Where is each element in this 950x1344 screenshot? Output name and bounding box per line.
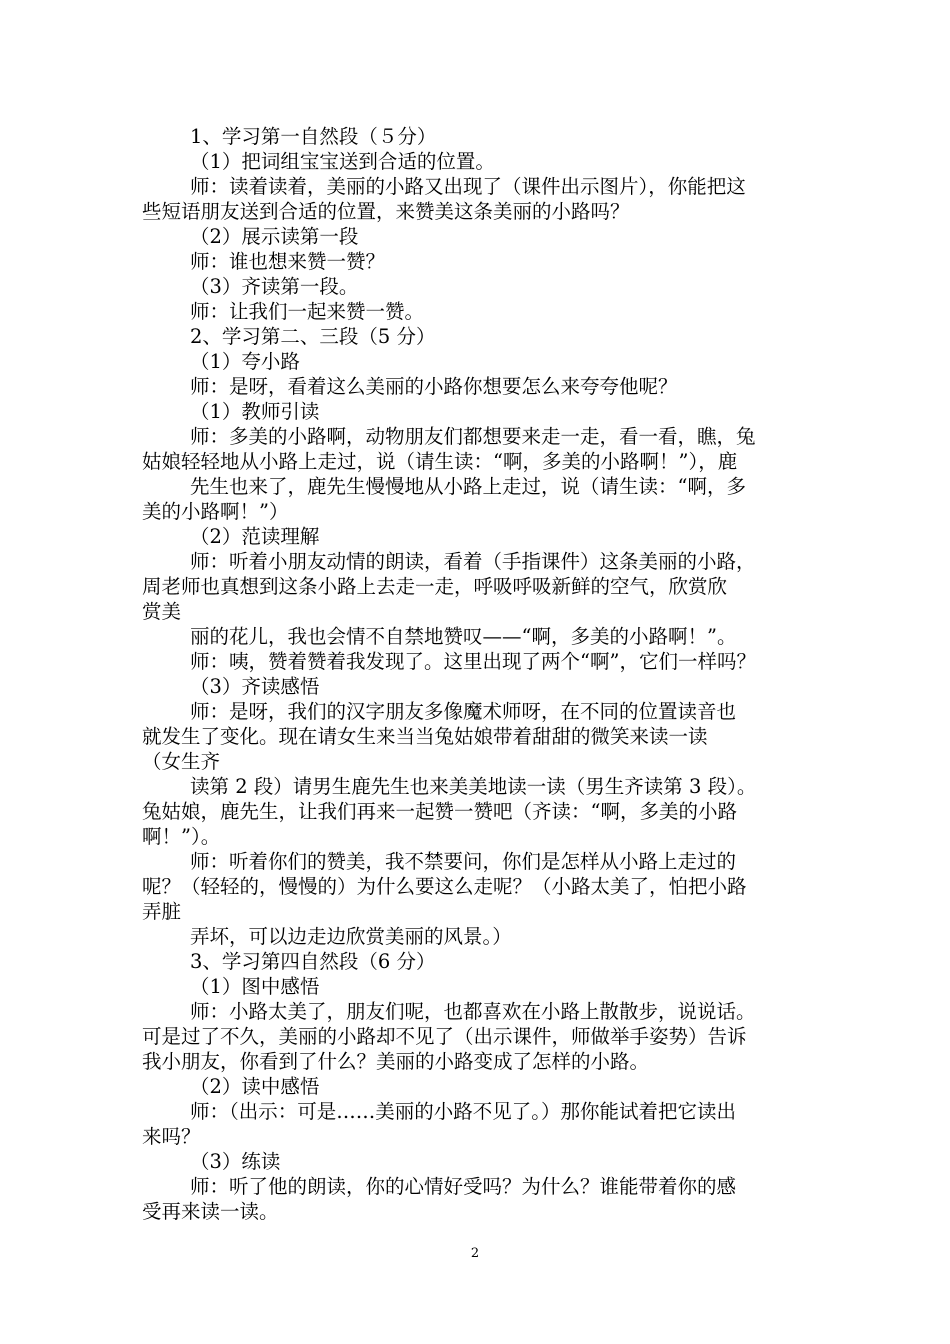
text-line: 师：多美的小路啊，动物朋友们都想要来走一走，看一看，瞧，兔	[190, 425, 756, 448]
text-line: （1）把词组宝宝送到合适的位置。	[190, 150, 495, 173]
text-line: 些短语朋友送到合适的位置，来赞美这条美丽的小路吗？	[142, 200, 630, 223]
text-line: 师：是呀，我们的汉字朋友多像魔术师呀，在不同的位置读音也	[190, 700, 737, 723]
text-line: （3）练读	[190, 1150, 281, 1173]
section-heading-3: 3、学习第四自然段（6 分）	[190, 950, 436, 973]
text-line: 师：（出示：可是……美丽的小路不见了。）那你能试着把它读出	[190, 1100, 737, 1123]
text-line: 师：听着小朋友动情的朗读，看着（手指课件）这条美丽的小路，	[190, 550, 756, 573]
text-line: 啊！”）。	[142, 825, 221, 848]
text-line: 弄脏	[142, 900, 182, 923]
text-line: 读第 2 段）请男生鹿先生也来美美地读一读（男生齐读第 3 段）。	[190, 775, 757, 798]
text-line: 呢？（轻轻的，慢慢的）为什么要这么走呢？（小路太美了，怕把小路	[142, 875, 747, 898]
text-line: 先生也来了，鹿先生慢慢地从小路上走过，说（请生读：“啊，多	[190, 475, 746, 498]
text-line: 师：谁也想来赞一赞？	[190, 250, 386, 273]
page-number: 2	[470, 1246, 480, 1261]
text-line: 可是过了不久，美丽的小路却不见了（出示课件，师做举手姿势）告诉	[142, 1025, 747, 1048]
text-line: （女生齐	[142, 750, 221, 773]
text-line: 师：听着你们的赞美，我不禁要问，你们是怎样从小路上走过的	[190, 850, 737, 873]
section-heading-1: 1、学习第一自然段（５分）	[190, 125, 437, 148]
text-line: 我小朋友，你看到了什么？美丽的小路变成了怎样的小路。	[142, 1050, 650, 1073]
text-line: 受再来读一读。	[142, 1200, 279, 1223]
text-line: 师：读着读着，美丽的小路又出现了（课件出示图片），你能把这	[190, 175, 746, 198]
text-line: 来吗？	[142, 1125, 201, 1148]
text-line: 就发生了变化。现在请女生来当当兔姑娘带着甜甜的微笑来读一读	[142, 725, 708, 748]
text-line: 赏美	[142, 600, 182, 623]
text-line: 丽的花儿，我也会情不自禁地赞叹——“啊，多美的小路啊！”。	[190, 625, 737, 648]
text-line: 师：咦，赞着赞着我发现了。这里出现了两个“啊”，它们一样吗？	[190, 650, 756, 673]
section-heading-2: 2、学习第二、三段（5 分）	[190, 325, 436, 348]
text-line: 师：让我们一起来赞一赞。	[190, 300, 425, 323]
text-line: 弄坏，可以边走边欣赏美丽的风景。）	[190, 925, 512, 948]
text-line: 兔姑娘，鹿先生，让我们再来一起赞一赞吧（齐读：“啊，多美的小路	[142, 800, 737, 823]
text-line: （2）范读理解	[190, 525, 320, 548]
text-line: 周老师也真想到这条小路上去走一走，呼吸呼吸新鲜的空气，欣赏欣	[142, 575, 728, 598]
text-line: （3）齐读感悟	[190, 675, 320, 698]
text-line: （1）教师引读	[190, 400, 320, 423]
text-line: 师：听了他的朗读，你的心情好受吗？为什么？谁能带着你的感	[190, 1175, 737, 1198]
text-line: 姑娘轻轻地从小路上走过，说（请生读：“啊，多美的小路啊！”），鹿	[142, 450, 738, 473]
text-line: 师：小路太美了，朋友们呢，也都喜欢在小路上散散步，说说话。	[190, 1000, 756, 1023]
text-line: （3）齐读第一段。	[190, 275, 359, 298]
text-line: 美的小路啊！”）	[142, 500, 289, 523]
text-line: （2）展示读第一段	[190, 225, 359, 248]
text-line: （1）夸小路	[190, 350, 300, 373]
text-line: （1）图中感悟	[190, 975, 320, 998]
text-line: 师：是呀，看着这么美丽的小路你想要怎么来夸夸他呢？	[190, 375, 678, 398]
text-line: （2）读中感悟	[190, 1075, 320, 1098]
